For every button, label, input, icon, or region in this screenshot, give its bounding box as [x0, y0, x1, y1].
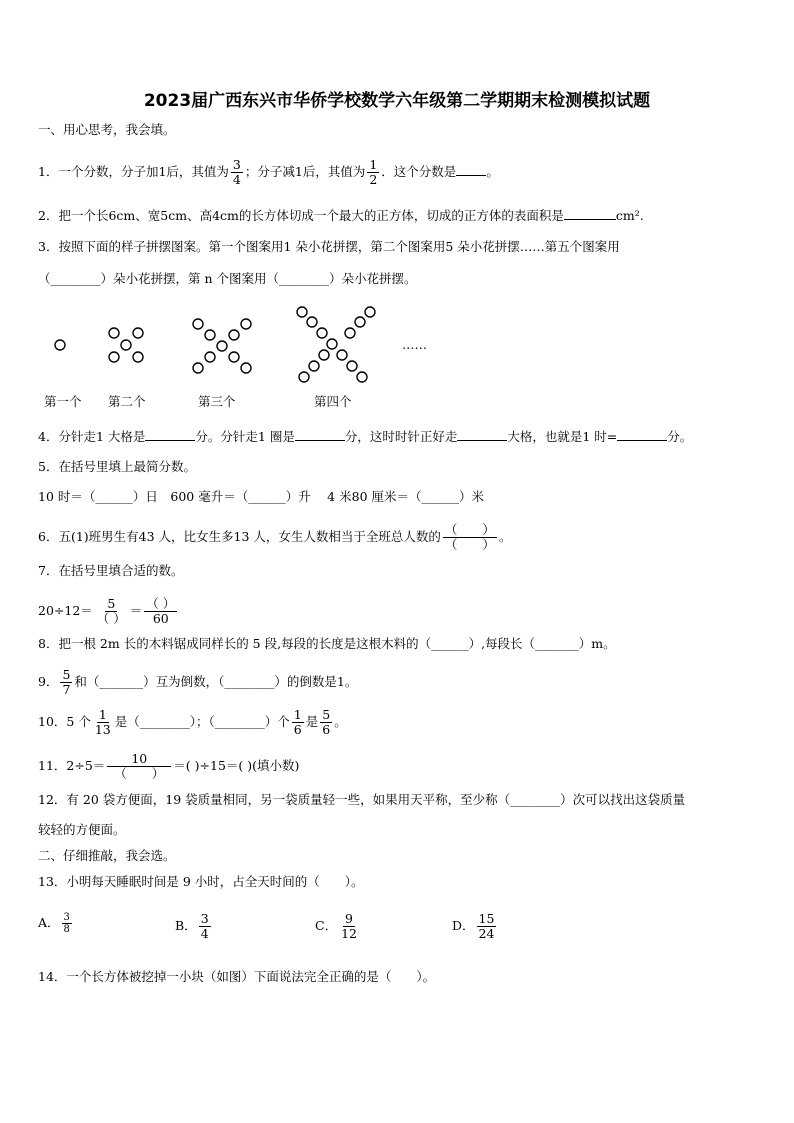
question-3-line-1: 3．按照下面的样子拼摆图案。第一个图案用1 朵小花拼摆，第二个图案用5 朵小花拼摆……第五个图案用	[38, 239, 620, 254]
pattern-label-2: 第二个	[108, 394, 146, 409]
q9-text-b: 和（_______）互为倒数，（________）的倒数是1。	[74, 674, 358, 689]
question-11	[38, 752, 299, 781]
q10-text-d: 。	[334, 714, 347, 729]
question-8: 8．把一根 2m 长的木料锯成同样长的 5 段,每段的长度是这根木料的（______）,每段长（_______）m。	[38, 636, 616, 651]
q1-text-b: ；分子减1后，其值为	[244, 164, 366, 179]
q10-frac3-den: 6	[322, 722, 331, 737]
flower-4-8	[365, 307, 375, 317]
q1-text-c: ．这个分数是	[381, 164, 457, 179]
q1-frac1-den: 4	[232, 172, 241, 187]
q10-fraction-2	[292, 708, 304, 737]
flower-2-3	[121, 340, 131, 350]
q2-text-a: 2．把一个长6cm、宽5cm、高4cm的长方体切成一个最大的正方体，切成的正方体的表面积是	[38, 208, 564, 223]
question-6	[38, 523, 511, 552]
q10-fraction-3	[320, 708, 332, 737]
q6-text-a: 6．五(1)班男生有43 人，比女生多13 人，女生人数相当于全班总人数的	[38, 529, 441, 544]
flower-3-4	[229, 352, 239, 362]
flower-3-3	[217, 341, 227, 351]
pattern-label-1: 第一个	[44, 394, 82, 409]
q1-frac2-num: 1	[369, 157, 378, 172]
q1-fraction-2	[367, 158, 379, 187]
option-a-num: 3	[63, 912, 70, 923]
pattern-ellipsis: ……	[402, 337, 427, 352]
flower-2-4	[109, 352, 119, 362]
q4-text-e: 分。	[667, 429, 693, 444]
flower-3-9	[193, 363, 203, 373]
option-a-fraction	[62, 912, 72, 935]
flower-4-7	[357, 372, 367, 382]
q4-text-a: 4．分针走1 大格是	[38, 429, 146, 444]
option-b-num: 3	[200, 911, 209, 926]
question-3-line-2: （________）朵小花拼摆，第 n 个图案用（________）朵小花拼摆。	[38, 271, 417, 286]
q9-frac-den: 7	[62, 682, 71, 697]
q4-text-d: 大格，也就是1 时=	[507, 429, 618, 444]
q11-text-a: 11．2÷5＝	[38, 758, 106, 773]
pattern-label-4: 第四个	[314, 394, 352, 409]
flower-4-10	[345, 328, 355, 338]
q10-frac1-den: 13	[94, 722, 111, 737]
flower-4-9	[355, 317, 365, 327]
q10-text-c: 是	[305, 714, 319, 729]
flower-4-13	[299, 372, 309, 382]
flower-4-11	[319, 350, 329, 360]
q6-frac-den[interactable]: （ ）	[444, 537, 495, 552]
question-9	[38, 668, 357, 697]
option-d-label: D．	[452, 918, 475, 933]
flower-2-1	[109, 328, 119, 338]
question-12-line-2: 较轻的方便面。	[38, 822, 126, 837]
flower-4-12	[309, 361, 319, 371]
option-d-fraction	[477, 912, 497, 941]
q9-frac-num: 5	[62, 667, 71, 682]
q10-frac1-num: 1	[98, 707, 107, 722]
option-a-label: A．	[38, 915, 60, 930]
q6-frac-num[interactable]: （ ）	[444, 522, 495, 537]
q1-answer-blank[interactable]	[456, 163, 486, 176]
question-14: 14．一个长方体被挖掉一小块（如图）下面说法完全正确的是（ ）。	[38, 969, 436, 984]
option-c[interactable]	[315, 912, 361, 941]
q4-blank-1[interactable]	[145, 428, 195, 441]
q7-equals: ＝	[129, 603, 143, 618]
option-a[interactable]	[38, 912, 74, 935]
q1-fraction-1	[231, 158, 243, 187]
q10-frac3-num: 5	[322, 707, 331, 722]
q4-blank-2[interactable]	[295, 428, 345, 441]
flower-3-5	[241, 363, 251, 373]
flower-pattern-figure	[40, 300, 440, 390]
q4-text-c: 分，这时时针正好走	[344, 429, 458, 444]
q7-frac2-den: 60	[152, 611, 169, 626]
q1-text-d: 。	[486, 164, 499, 179]
question-10	[38, 708, 347, 737]
section-2-heading: 二、仔细推敲，我会选。	[38, 848, 176, 863]
flower-3-6	[241, 319, 251, 329]
option-d-den: 24	[478, 926, 495, 941]
page-title: 2023届广西东兴市华侨学校数学六年级第二学期期末检测模拟试题	[143, 91, 651, 111]
q7-text-b: 20÷12＝	[38, 603, 93, 618]
q4-blank-3[interactable]	[457, 428, 507, 441]
question-7: 7．在括号里填合适的数。	[38, 563, 184, 578]
q1-frac1-num: 3	[232, 157, 241, 172]
flower-1-1	[55, 340, 65, 350]
q7-fraction-1	[95, 597, 128, 626]
q7-frac2-num[interactable]: （ ）	[146, 596, 176, 611]
flower-4-4	[327, 339, 337, 349]
q10-fraction-1	[93, 708, 113, 737]
q6-fraction	[443, 523, 497, 552]
option-c-label: C．	[315, 918, 338, 933]
q1-frac2-den: 2	[369, 172, 378, 187]
flower-4-5	[337, 350, 347, 360]
option-b[interactable]	[175, 912, 213, 941]
question-5-items: 10 时＝（______）日 600 毫升＝（______）升 4 米80 厘米＝（______）米	[38, 489, 484, 504]
question-1	[38, 158, 499, 187]
q10-text-a: 10．5 个	[38, 714, 91, 729]
section-1-heading: 一、用心思考，我会填。	[38, 122, 176, 137]
option-b-label: B．	[175, 918, 197, 933]
q4-text-b: 分。分针走1 圈是	[195, 429, 295, 444]
question-7-equation	[38, 597, 179, 626]
flower-4-2	[307, 317, 317, 327]
q2-text-b: cm².	[615, 208, 644, 223]
q11-frac-den[interactable]: （ ）	[114, 766, 165, 781]
option-b-den: 4	[200, 926, 209, 941]
q7-fraction-2	[144, 597, 177, 626]
question-5: 5．在括号里填上最简分数。	[38, 459, 196, 474]
flower-4-1	[297, 307, 307, 317]
q6-text-b: 。	[498, 529, 512, 544]
q9-text-a: 9．	[38, 674, 59, 689]
flower-3-1	[193, 319, 203, 329]
q10-frac2-num: 1	[293, 707, 302, 722]
q11-text-b: ＝( )÷15＝( )(填小数)	[173, 758, 300, 773]
q1-text-a: 1．一个分数，分子加1后，其值为	[38, 164, 229, 179]
flower-3-2	[205, 330, 215, 340]
flower-2-2	[133, 328, 143, 338]
option-c-fraction	[339, 912, 359, 941]
q10-frac2-den: 6	[293, 722, 302, 737]
q4-blank-4[interactable]	[617, 428, 667, 441]
question-12-line-1: 12．有 20 袋方便面，19 袋质量相同，另一袋质量轻一些，如果用天平称，至少称（________）次可以找出这袋质量	[38, 792, 686, 807]
option-a-den: 8	[63, 924, 70, 935]
q2-answer-blank[interactable]	[564, 207, 616, 220]
q10-text-b: 是（________）；（________）个	[114, 714, 290, 729]
flower-4-6	[347, 361, 357, 371]
flower-3-8	[205, 352, 215, 362]
q11-frac-num: 10	[107, 752, 171, 767]
option-d[interactable]	[452, 912, 498, 941]
option-b-fraction	[199, 912, 211, 941]
q11-fraction	[107, 752, 171, 781]
question-2	[38, 207, 644, 224]
pattern-label-3: 第三个	[198, 394, 236, 409]
flower-3-7	[229, 330, 239, 340]
q7-frac1-num: 5	[107, 596, 116, 611]
option-c-den: 12	[341, 926, 357, 941]
flower-2-5	[133, 352, 143, 362]
question-13: 13．小明每天睡眠时间是 9 小时，占全天时间的（ ）。	[38, 874, 364, 889]
q7-frac1-den[interactable]: （ ）	[96, 611, 126, 626]
q9-fraction	[60, 668, 72, 697]
option-c-num: 9	[345, 911, 353, 926]
flower-4-3	[317, 328, 327, 338]
option-d-num: 15	[478, 911, 495, 926]
question-4	[38, 428, 692, 445]
